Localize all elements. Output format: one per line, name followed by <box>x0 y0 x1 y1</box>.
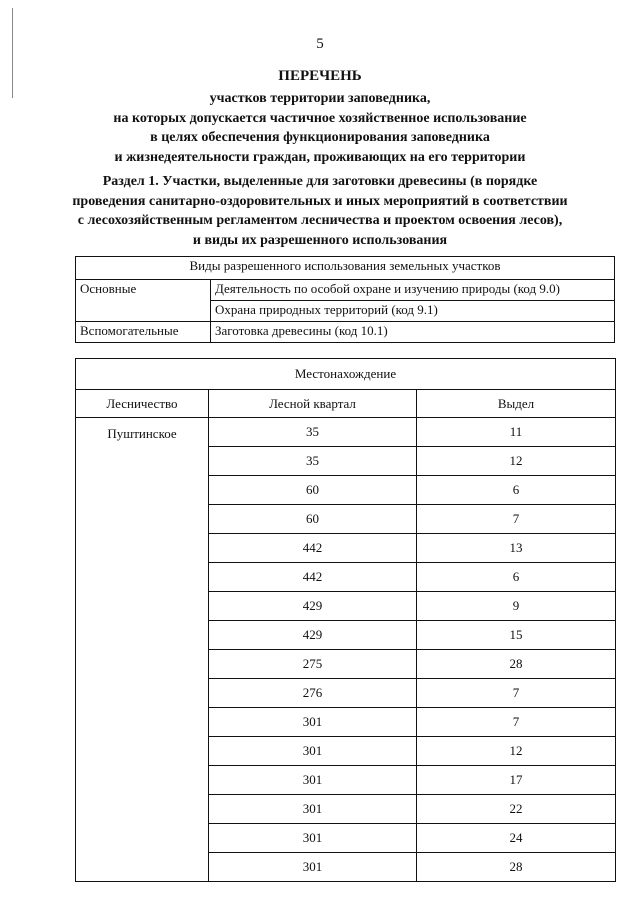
subtitle-line: в целях обеспечения функционирования заповедника <box>150 130 490 145</box>
quarter-cell: 60 <box>209 476 417 505</box>
plot-cell: 24 <box>417 824 616 853</box>
quarter-cell: 35 <box>209 447 417 476</box>
column-header-plot: Выдел <box>417 390 616 418</box>
plot-cell: 12 <box>417 737 616 766</box>
quarter-cell: 301 <box>209 853 417 882</box>
main-use-item: Охрана природных территорий (код 9.1) <box>211 301 615 322</box>
subtitle-line: и жизнедеятельности граждан, проживающих на его территории <box>114 149 526 165</box>
quarter-cell: 429 <box>209 592 417 621</box>
subtitle-line: на которых допускается частичное хозяйственное использование <box>113 110 527 126</box>
location-table <box>75 358 616 882</box>
subtitle-line: участков территории заповедника, <box>209 91 431 106</box>
plot-cell: 28 <box>417 650 616 679</box>
permitted-uses-table <box>75 256 615 343</box>
plot-cell: 15 <box>417 621 616 650</box>
quarter-cell: 301 <box>209 824 417 853</box>
table-row <box>76 418 616 447</box>
page-number: 5 <box>316 36 324 52</box>
main-uses-label: Основные <box>76 280 211 322</box>
aux-use-item: Заготовка древесины (код 10.1) <box>211 322 615 343</box>
plot-cell: 22 <box>417 795 616 824</box>
main-use-item: Деятельность по особой охране и изучению природы (код 9.0) <box>211 280 615 301</box>
plot-cell: 28 <box>417 853 616 882</box>
plot-cell: 11 <box>417 418 616 447</box>
section-line: и виды их разрешенного использования <box>192 232 448 248</box>
plot-cell: 7 <box>417 505 616 534</box>
plot-cell: 13 <box>417 534 616 563</box>
forestry-cell: Пуштинское <box>76 418 209 882</box>
quarter-cell: 301 <box>209 737 417 766</box>
quarter-cell: 301 <box>209 766 417 795</box>
quarter-cell: 276 <box>209 679 417 708</box>
section-line: проведения санитарно-оздоровительных и иных мероприятий в соответствии <box>72 193 568 209</box>
quarter-cell: 275 <box>209 650 417 679</box>
section-heading <box>0 172 640 250</box>
plot-cell: 6 <box>417 563 616 592</box>
section-line: с лесохозяйственным регламентом лесничества и проектом освоения лесов), <box>77 213 563 228</box>
uses-table-header: Виды разрешенного использования земельных участков <box>76 257 615 280</box>
document-subtitle <box>0 89 640 167</box>
column-header-forestry: Лесничество <box>76 390 209 418</box>
quarter-cell: 301 <box>209 795 417 824</box>
quarter-cell: 429 <box>209 621 417 650</box>
plot-cell: 9 <box>417 592 616 621</box>
quarter-cell: 301 <box>209 708 417 737</box>
quarter-cell: 35 <box>209 418 417 447</box>
column-header-quarter: Лесной квартал <box>209 390 417 418</box>
plot-cell: 12 <box>417 447 616 476</box>
quarter-cell: 442 <box>209 563 417 592</box>
quarter-cell: 60 <box>209 505 417 534</box>
location-table-body <box>76 418 616 882</box>
section-line: Раздел 1. Участки, выделенные для заготовки древесины (в порядке <box>102 174 538 189</box>
plot-cell: 7 <box>417 708 616 737</box>
document-title: ПЕРЕЧЕНЬ <box>278 68 362 84</box>
aux-uses-label: Вспомогательные <box>76 322 211 343</box>
plot-cell: 7 <box>417 679 616 708</box>
plot-cell: 6 <box>417 476 616 505</box>
location-table-header: Местонахождение <box>76 359 616 390</box>
plot-cell: 17 <box>417 766 616 795</box>
quarter-cell: 442 <box>209 534 417 563</box>
